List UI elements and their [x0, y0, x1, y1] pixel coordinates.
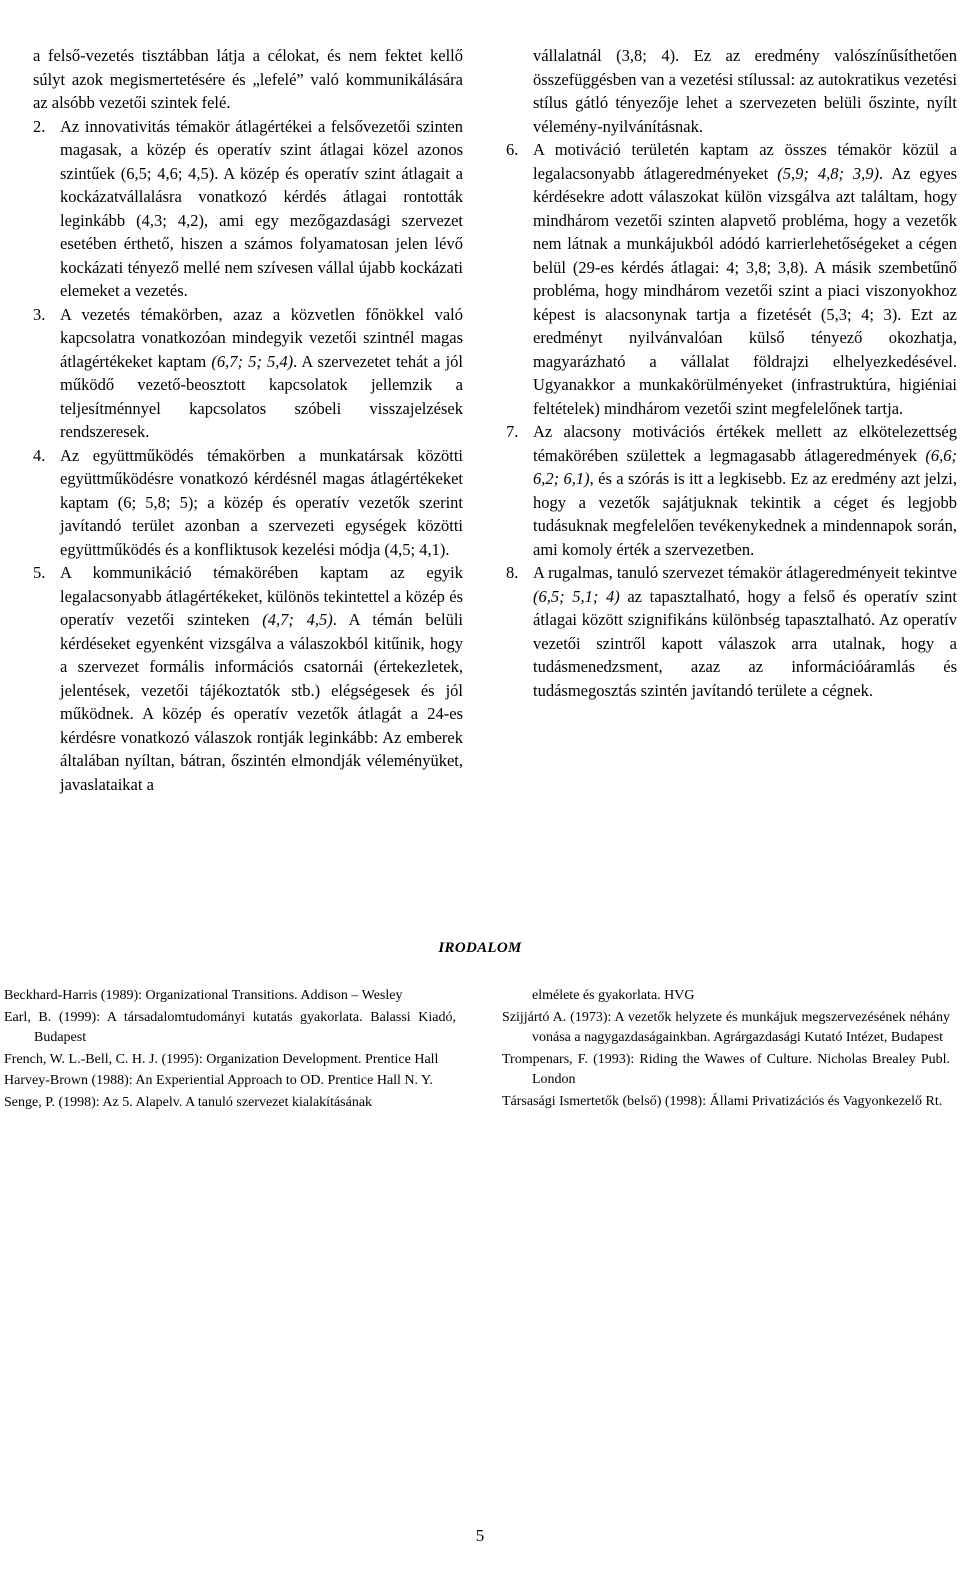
reference-item: Harvey-Brown (1988): An Experiential Approach to OD. Prentice Hall N. Y. — [4, 1073, 433, 1088]
left-column — [33, 44, 463, 796]
list-number: 6. — [506, 140, 519, 159]
list-item-8 — [506, 561, 957, 702]
list-text: Az innovativitás témakör átlagértékei a felsővezetői szinten magasak, a közép és operatív szint átlagai közel azonos szintűek (6,5; 4,6; 4,5). A közép és operatív szint átlagait a kockázatvállalásra vonatkozó kérdés átlagai rontották leginkább (4,3; 4,2), ami egy mezőgazdasági szervezet esetében érthető, hiszen a számos folyamatosan jelen lévő kockázati tényező mellé nem szívesen vállal újabb kockázati elemeket a vezetés. — [60, 116, 463, 300]
reference-item: Társasági Ismertetők (belső) (1998): Állami Privatizációs és Vagyonkezelő Rt. — [502, 1093, 943, 1109]
reference-item: Earl, B. (1999): A társadalomtudományi kutatás gyakorlata. Balassi Kiadó, Budapest — [4, 1009, 456, 1045]
list-number: 8. — [506, 563, 519, 582]
list-item-3 — [33, 303, 463, 444]
list-text: A kommunikáció témakörében kaptam az egyik legalacsonyabb átlagértékeket, különös tekintettel a közép és operatív vezetői szinteken — [60, 563, 463, 629]
list-number: 5. — [33, 563, 46, 582]
list-text: az tapasztalható, hogy a felső és operatív szint átlagai között szignifikáns különbség tapasztalható. Az operatív vezetői szintről kapott válaszok arra utalnak, hogy a tudásmenedzsment, azaz az információáramlás és tudásmegosztás szintén javítandó területe a cégnek. — [533, 586, 957, 700]
reference-item: Senge, P. (1998): Az 5. Alapelv. A tanuló szervezet kialakításának — [4, 1094, 373, 1110]
reference-item: Trompenars, F. (1993): Riding the Wawes of Culture. Nicholas Brealey Publ. London — [502, 1051, 950, 1087]
list-values: (6,7; 5; 5,4) — [211, 351, 294, 371]
reference-item: Beckhard-Harris (1989): Organizational Transitions. Addison – Wesley — [4, 988, 403, 1003]
references-left — [4, 986, 456, 1114]
list-item-5 — [33, 561, 463, 796]
list-values: (4,7; 4,5) — [262, 610, 333, 629]
list-text: . Az egyes kérdésekre adott válaszokat külön vizsgálva azt találtam, hogy mindhárom vezetői szinten alapvető probléma, hogy a vezetők nem látnak a munkájukból adódó karrierlehetőségeket a cégen belül (29-es kérdés átlagai: 4; 3,8; 3,8). A másik szembetűnő probléma, hogy mindhárom vezetői szint a piaci viszonyokhoz képest is alacsonynak tartja a fizetését (5,3; 4; 3). Ezt az eredményt nyilvánvalóan külső tényező okozhatja, magyarázható a vállalat földrajzi elhelyezkedésével. Ugyanakkor a munkakörülményeket (infrastruktúra, higiéniai feltételek) mindhárom vezetői szint megfelelőnek tartja. — [533, 163, 958, 418]
list-values: (6,5; 5,1; 4) — [533, 586, 620, 606]
references-right — [502, 986, 950, 1113]
list-number: 3. — [33, 304, 46, 324]
list-item-6 — [506, 138, 957, 420]
list-item-7 — [506, 420, 957, 561]
list-text: Az együttműködés témakörben a munkatársak közötti együttműködésre vonatkozó kérdésnél magas átlagértékeket kaptam (6; 5,8; 5); a közép és operatív vezetők szerint javítandó terület azonban a szervezeti egységek közötti együttműködés és a konfliktusok kezelési módja (4,5; 4,1). — [60, 445, 463, 559]
reference-continuation: elmélete és gyakorlata. HVG — [532, 988, 695, 1003]
list-text: A rugalmas, tanuló szervezet témakör átlageredményeit tekintve — [533, 563, 957, 582]
list-text: , és a szórás is itt a legkisebb. Ez az eredmény azt jelzi, hogy a vezetők sajátjuknak tekintik a céget és legjobb tudásuknak megfelelően tevékenykednek a mindennapok során, ami komoly érték a szervezetben. — [533, 469, 957, 559]
continued-paragraph: vállalatnál (3,8; 4). Ez az eredmény valószínűsíthetően összefüggésben van a vezetési stílussal: az autokratikus vezetési stílus gátló tényezője lehet a szervezeten belüli őszinte, nyílt vélemény-nyilvánításnak. — [533, 46, 957, 136]
list-text: A vezetés témakörben, azaz a közvetlen főnökkel való kapcsolatra vonatkozóan mindegyik vezetői szintnél magas átlagértékeket kaptam — [60, 304, 463, 371]
list-item-4 — [33, 444, 463, 562]
references-heading: IRODALOM — [438, 940, 522, 956]
page-number: 5 — [475, 1526, 485, 1545]
list-text: . A témán belüli kérdéseket egyenként vizsgálva a válaszokból kitűnik, hogy a szervezet formális információs csatornái (értekezletek, jelentések, vezetői tájékoztatók stb.) elégségesek és jól működnek. A közép és operatív vezetők átlagát a 24-es kérdésre vonatkozó válaszok rontják leginkább: Az emberek általában nyíltan, bátran, őszintén elmondják véleményüket, javaslataikat a — [60, 610, 463, 794]
list-number: 2. — [33, 116, 46, 136]
list-values: (6,6; 6,2; 6,1) — [533, 445, 958, 488]
reference-item: Szijjártó A. (1973): A vezetők helyzete és munkájuk megszervezésének néhány vonása a nagygazdaságainkban. Agrárgazdasági Kutató Intézet, Budapest — [502, 1009, 950, 1045]
list-number: 7. — [506, 422, 519, 441]
reference-item: French, W. L.-Bell, C. H. J. (1995): Organization Development. Prentice Hall — [4, 1051, 439, 1067]
list-number: 4. — [33, 445, 46, 465]
list-text: Az alacsony motivációs értékek mellett az elkötelezettség témakörében születtek a legmagasabb átlageredmények — [533, 422, 957, 465]
list-text: . A szervezetet tehát a jól működő vezető-beosztott kapcsolatok jellemzik a teljesítménnyel kapcsolatos szóbeli visszajelzések rendszeresek. — [60, 351, 463, 441]
intro-paragraph: a felső-vezetés tisztábban látja a célokat, és nem fektet kellő súlyt azok megismertetésére és „lefelé” való kommunikálására az alsóbb vezetői szintek felé. — [33, 46, 463, 112]
list-text: A motiváció területén kaptam az összes témakör közül a legalacsonyabb átlageredményeket — [533, 140, 957, 183]
list-item-2 — [33, 115, 463, 303]
right-column — [506, 44, 957, 702]
list-values: (5,9; 4,8; 3,9) — [777, 163, 880, 183]
